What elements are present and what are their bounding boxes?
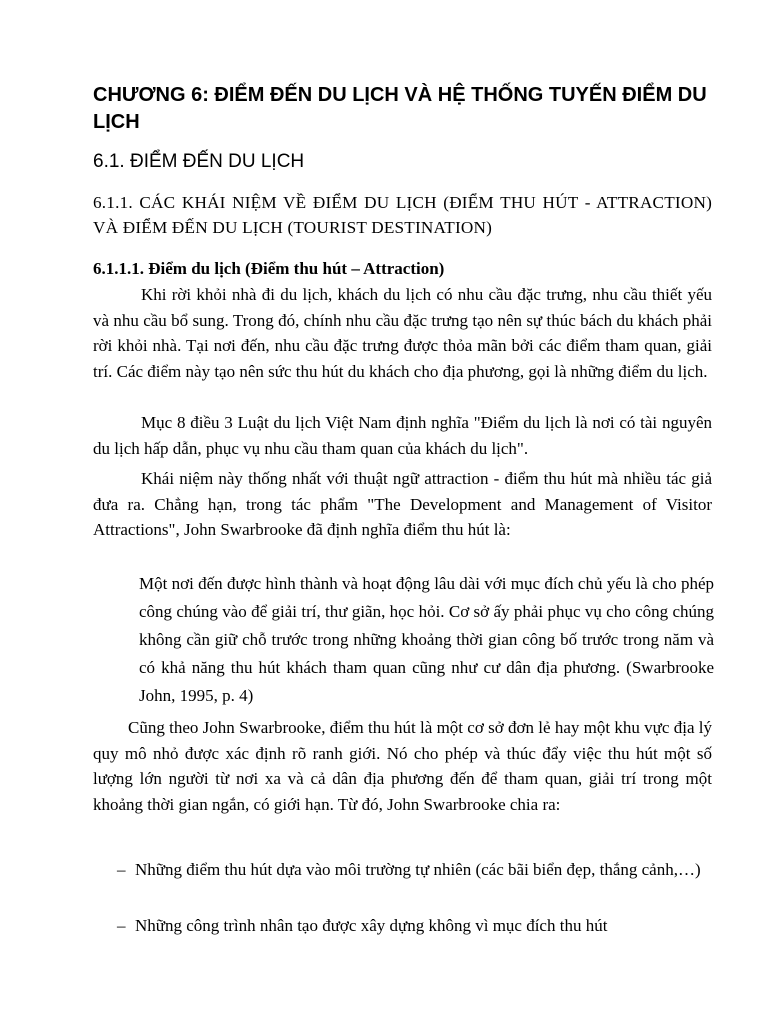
list-item (117, 857, 712, 883)
list-item-text: Những điểm thu hút dựa vào môi trường tự nhiên (các bãi biển đẹp, thắng cảnh,…) (135, 860, 701, 879)
list-dash: – (117, 916, 126, 935)
paragraph: Khi rời khỏi nhà đi du lịch, khách du lịch có nhu cầu đặc trưng, nhu cầu thiết yếu và nhu cầu bổ sung. Trong đó, chính nhu cầu đặc trưng tạo nên sự thúc bách du khách phải rời khỏi nhà. Tại nơi đến, nhu cầu đặc trưng được thỏa mãn bởi các điểm tham quan, giải trí. Các điểm này tạo nên sức thu hút du khách cho địa phương, gọi là những điểm du lịch. (93, 285, 712, 381)
subsection-title: 6.1.1. CÁC KHÁI NIỆM VỀ ĐIỂM DU LỊCH (ĐIỂM THU HÚT - ATTRACTION) VÀ ĐIỂM ĐẾN DU LỊCH (TOURIST DESTINATION) (93, 193, 712, 237)
paragraph: Khái niệm này thống nhất với thuật ngữ attraction - điểm thu hút mà nhiều tác giả đưa ra. Chẳng hạn, trong tác phẩm "The Development and Management of Visitor Attractions", John Swarbrooke đã định nghĩa điểm thu hút là: (93, 469, 712, 539)
list-item (117, 913, 712, 939)
paragraph: Mục 8 điều 3 Luật du lịch Việt Nam định nghĩa "Điểm du lịch là nơi có tài nguyên du lịch hấp dẫn, phục vụ nhu cầu tham quan của khách du lịch". (93, 413, 712, 458)
block-quote: Một nơi đến được hình thành và hoạt động lâu dài với mục đích chủ yếu là cho phép công chúng vào để giải trí, thư giãn, học hỏi. Cơ sở ấy phải phục vụ cho công chúng không cần giữ chỗ trước trong những khoảng thời gian công bố trước trong năm và có khả năng thu hút khách tham quan cũng như cư dân địa phương. (Swarbrooke John, 1995, p. 4) (139, 574, 714, 705)
list-item-text: Những công trình nhân tạo được xây dựng không vì mục đích thu hút (135, 916, 608, 935)
section-title: 6.1. ĐIỂM ĐẾN DU LỊCH (93, 151, 305, 172)
subsubsection-title: 6.1.1.1. Điểm du lịch (Điểm thu hút – Attraction) (93, 259, 445, 278)
paragraph: Cũng theo John Swarbrooke, điểm thu hút là một cơ sở đơn lẻ hay một khu vực địa lý quy mô nhỏ được xác định rõ ranh giới. Nó cho phép và thúc đẩy việc thu hút một số lượng lớn người từ nơi xa và cả dân địa phương đến để tham quan, giải trí trong một khoảng thời gian ngắn, có giới hạn. Từ đó, John Swarbrooke chia ra: (93, 718, 712, 814)
chapter-title: CHƯƠNG 6: ĐIỂM ĐẾN DU LỊCH VÀ HỆ THỐNG TUYẾN ĐIỂM DU LỊCH (93, 84, 707, 133)
list-dash: – (117, 860, 126, 879)
